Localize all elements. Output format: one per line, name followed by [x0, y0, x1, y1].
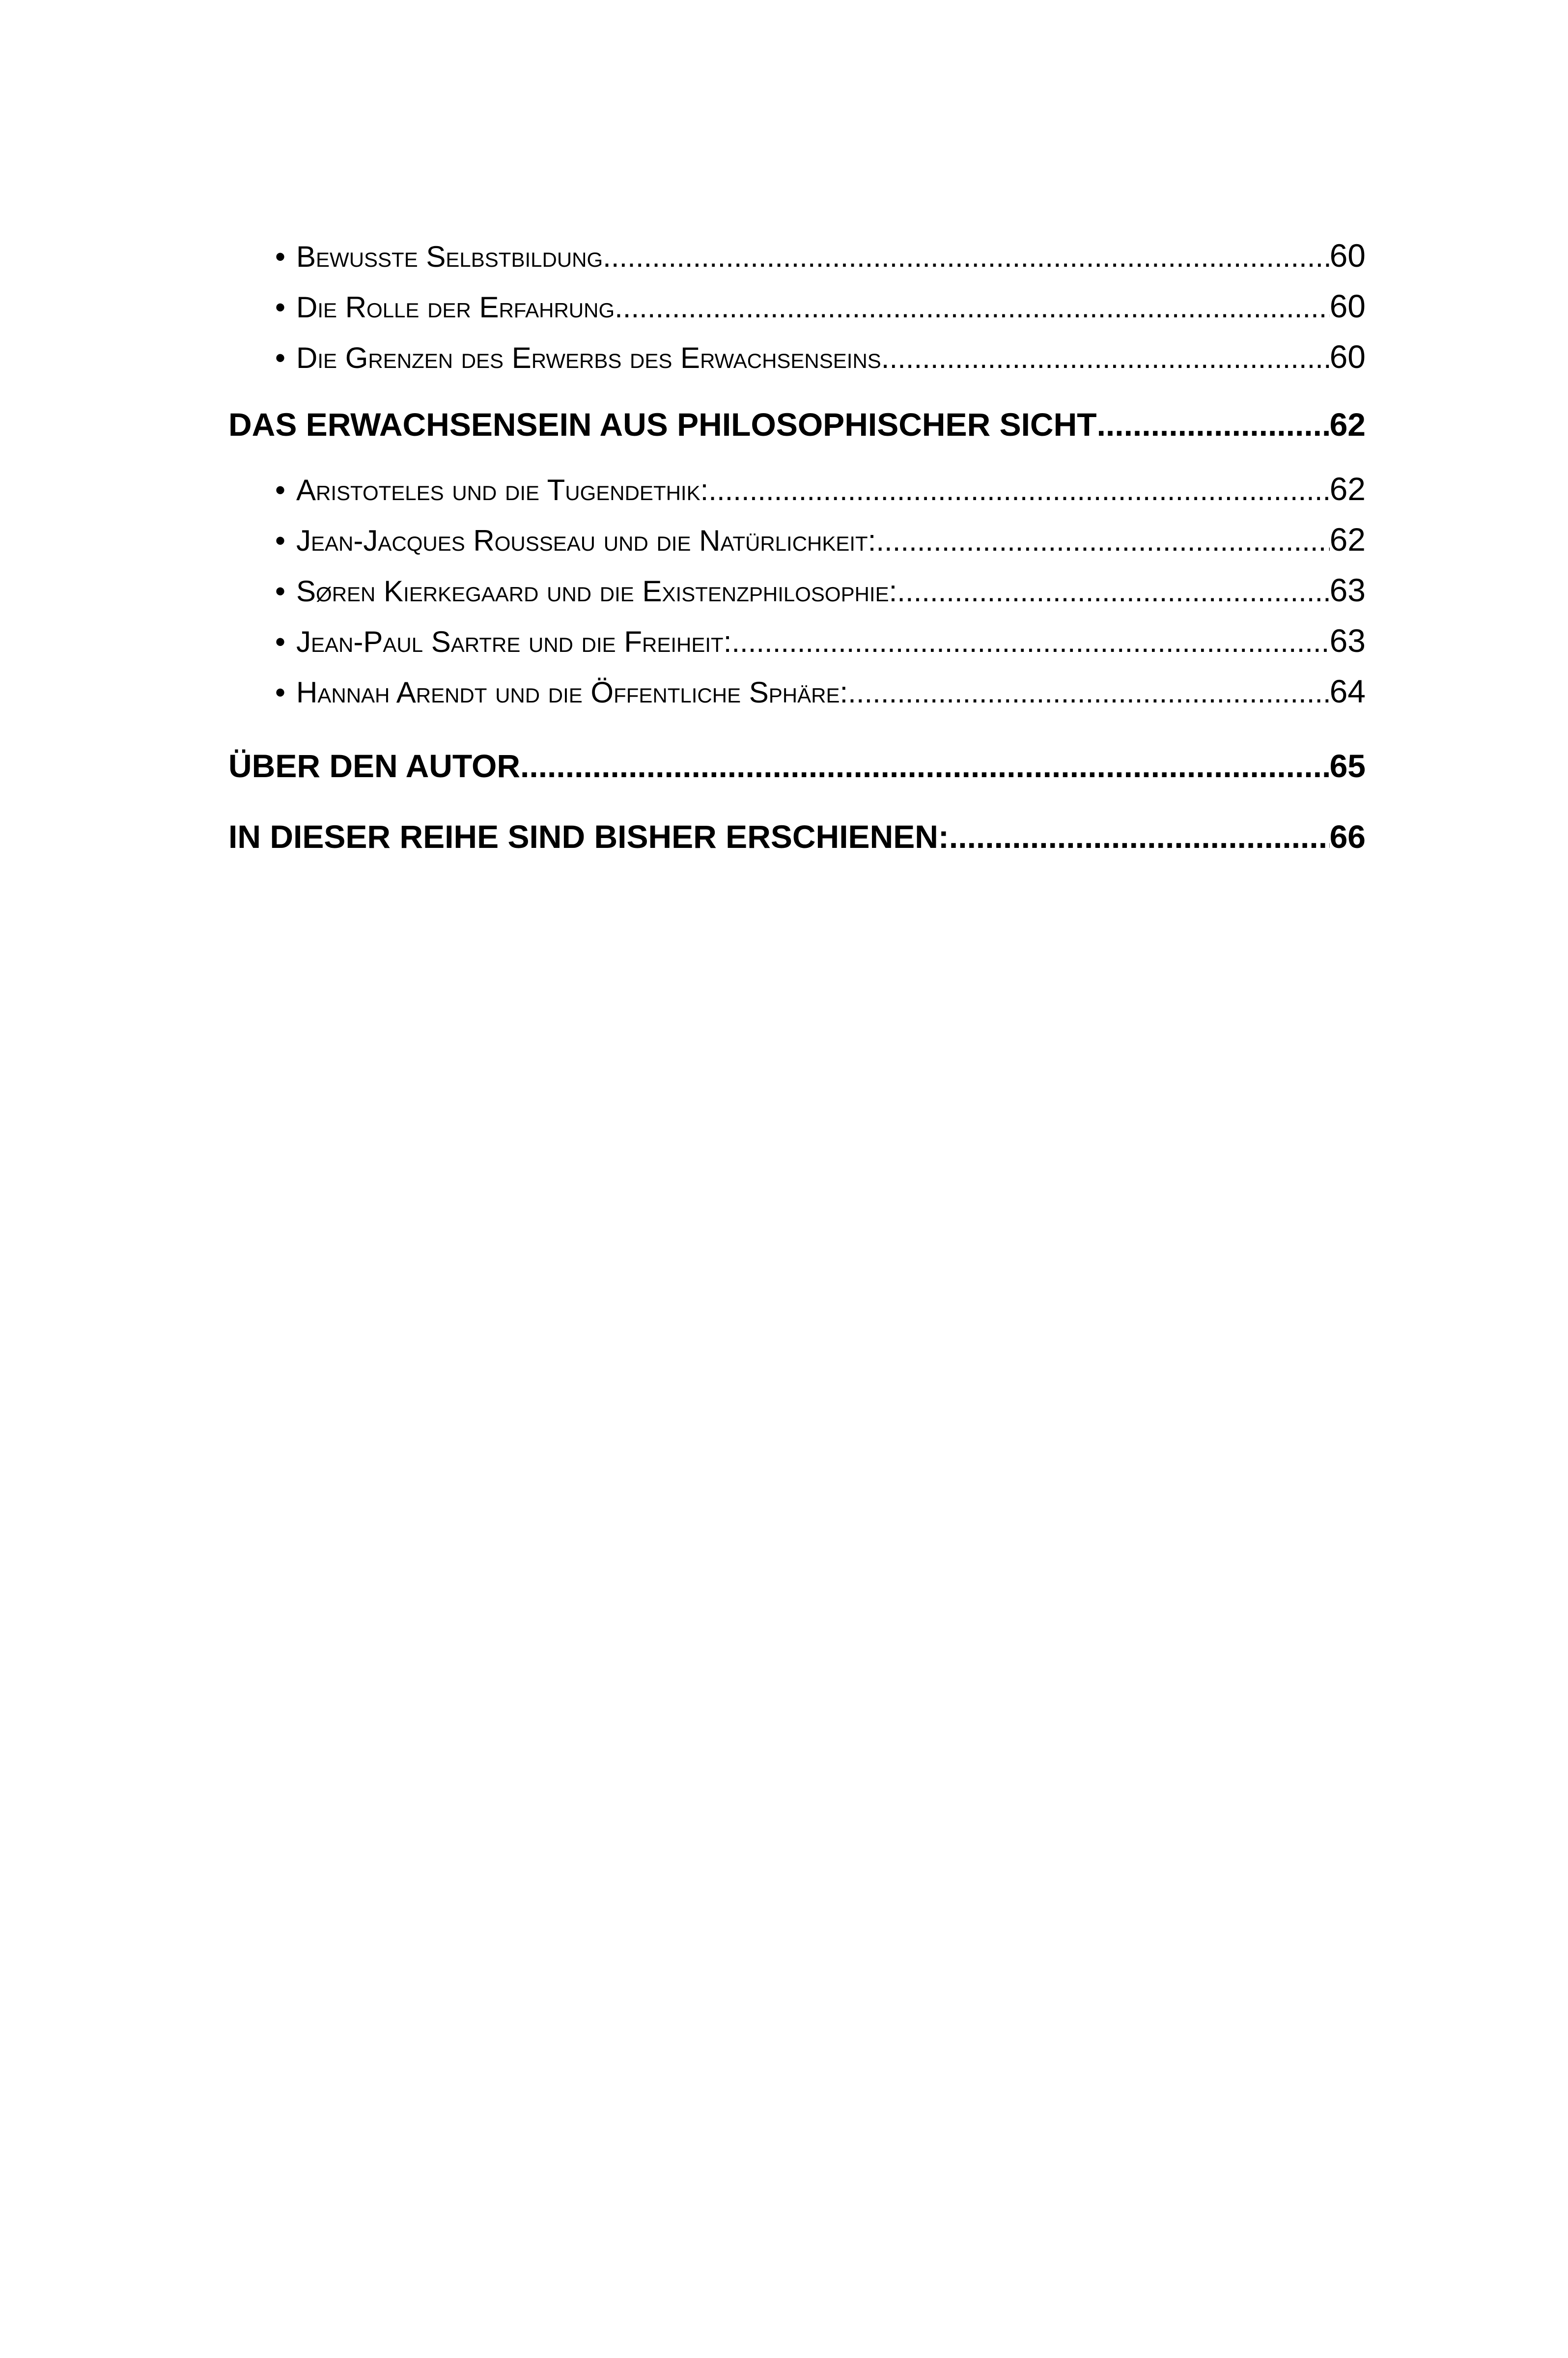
- bullet-icon: •: [275, 676, 286, 709]
- dot-leader: [708, 466, 1329, 515]
- toc-entry-label: Jean-Jacques Rousseau und die Natürlichkeit:: [296, 524, 876, 557]
- toc-entry-label: Søren Kierkegaard und die Existenzphilosophie:: [296, 575, 897, 608]
- toc-entry-label: Hannah Arendt und die Öffentliche Sphäre:: [296, 676, 848, 709]
- toc-page-number: 63: [1329, 622, 1366, 659]
- table-of-contents: [228, 231, 1366, 866]
- toc-heading-label: ÜBER DEN AUTOR: [228, 748, 521, 784]
- dot-leader: [603, 232, 1329, 281]
- toc-heading-reihe-erschienen[interactable]: [228, 808, 1366, 866]
- toc-entry-label: Die Rolle der Erfahrung: [296, 291, 615, 324]
- toc-entry-label: Bewusste Selbstbildung: [296, 240, 603, 273]
- toc-entry-aristoteles[interactable]: [228, 464, 1366, 515]
- toc-heading-label: IN DIESER REIHE SIND BISHER ERSCHIENEN:: [228, 818, 949, 855]
- toc-heading-label: DAS ERWACHSENSEIN AUS PHILOSOPHISCHER SICHT: [228, 406, 1097, 443]
- bullet-icon: •: [275, 474, 286, 506]
- dot-leader: [848, 668, 1329, 717]
- bullet-icon: •: [275, 240, 286, 273]
- toc-heading-philosophische-sicht[interactable]: [228, 395, 1366, 453]
- toc-entry-kierkegaard[interactable]: [228, 565, 1366, 616]
- toc-page-number: 63: [1329, 572, 1366, 608]
- toc-page-number: 60: [1329, 288, 1366, 324]
- toc-page-number: 62: [1329, 471, 1366, 507]
- toc-entry-sartre[interactable]: [228, 616, 1366, 667]
- toc-page-number: 60: [1329, 237, 1366, 274]
- dot-leader: [520, 737, 1330, 795]
- toc-page-number: 62: [1329, 521, 1366, 558]
- bullet-icon: •: [275, 575, 286, 608]
- toc-entry-grenzen-des-erwerbs[interactable]: [228, 332, 1366, 383]
- toc-page-number: 66: [1329, 818, 1366, 855]
- bullet-icon: •: [275, 291, 286, 324]
- toc-page-number: 65: [1329, 748, 1366, 784]
- toc-page-number: 64: [1329, 673, 1366, 709]
- dot-leader: [881, 334, 1330, 383]
- toc-entry-rolle-der-erfahrung[interactable]: [228, 281, 1366, 332]
- dot-leader: [731, 618, 1329, 667]
- bullet-icon: •: [275, 524, 286, 557]
- toc-entry-label: Jean-Paul Sartre und die Freiheit:: [296, 625, 732, 658]
- toc-entry-arendt[interactable]: [228, 667, 1366, 717]
- toc-entry-label: Aristoteles und die Tugendethik:: [296, 474, 709, 506]
- toc-entry-bewusste-selbstbildung[interactable]: [228, 231, 1366, 281]
- toc-page-number: 62: [1329, 406, 1366, 443]
- dot-leader: [876, 516, 1329, 565]
- toc-entry-rousseau[interactable]: [228, 515, 1366, 565]
- dot-leader: [615, 283, 1329, 332]
- dot-leader: [949, 808, 1330, 866]
- dot-leader: [897, 567, 1329, 616]
- bullet-icon: •: [275, 341, 286, 374]
- bullet-icon: •: [275, 625, 286, 658]
- toc-heading-ueber-den-autor[interactable]: [228, 737, 1366, 795]
- toc-entry-label: Die Grenzen des Erwerbs des Erwachsenseins: [296, 341, 881, 374]
- toc-page-number: 60: [1329, 338, 1366, 375]
- dot-leader: [1097, 395, 1330, 453]
